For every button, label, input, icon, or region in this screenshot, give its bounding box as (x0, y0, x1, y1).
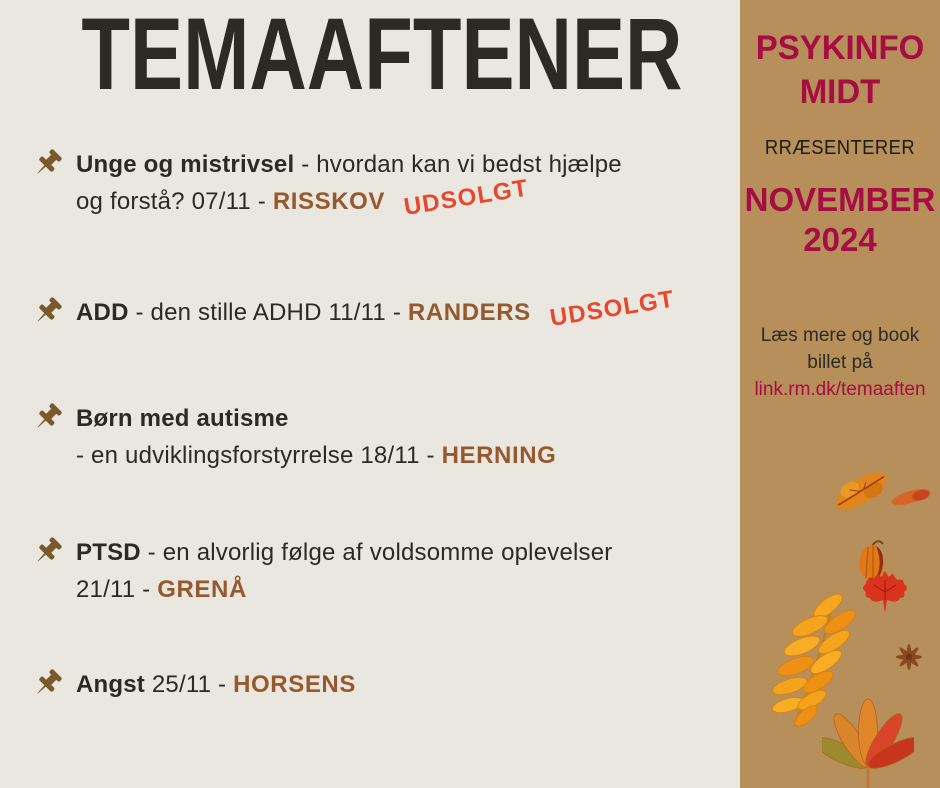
event-text (76, 666, 356, 703)
event-date: 25/11 - (145, 671, 234, 698)
event-description: - hvordan kan vi bedst hjælpe (294, 151, 622, 178)
event-item-angst (28, 666, 728, 703)
soldout-badge: UDSOLGT (402, 174, 531, 221)
year-label: 2024 (803, 221, 877, 258)
event-line-2 (76, 437, 556, 474)
event-title: PTSD (76, 539, 141, 566)
event-date: og forstå? 07/11 - (76, 188, 273, 215)
cta-text (740, 322, 940, 376)
event-line-1 (76, 400, 556, 437)
event-date: 21/11 - (76, 576, 158, 603)
brand-line-2: MIDT (799, 73, 881, 111)
brand-title (743, 26, 937, 114)
event-line-2 (76, 571, 612, 608)
event-city: HORSENS (233, 671, 356, 698)
event-line-1 (76, 146, 622, 183)
presents-label: RRÆSENTERER (764, 137, 916, 159)
event-title: ADD (76, 299, 129, 326)
pushpin-icon (28, 534, 65, 571)
event-title: Angst (76, 671, 145, 698)
event-description: - en udviklingsforstyrrelse 18/11 - (76, 442, 442, 469)
event-city: GRENÅ (157, 576, 247, 603)
event-item-born-med-autisme (28, 400, 728, 474)
sidebar (740, 0, 940, 788)
event-city: RISSKOV (272, 188, 386, 215)
event-description: - en alvorlig følge af voldsomme oplevelser (140, 539, 613, 566)
date-label (740, 180, 940, 260)
month-label: NOVEMBER (744, 181, 936, 218)
event-city: RANDERS (407, 299, 531, 326)
event-city: HERNING (441, 442, 557, 469)
booking-link[interactable]: link.rm.dk/temaaften (754, 379, 926, 400)
pushpin-icon (28, 146, 65, 183)
cta-line-1: Læs mere og book (760, 325, 920, 346)
event-line-1 (76, 666, 356, 703)
event-item-add (28, 285, 728, 332)
event-item-unge-og-mistrivsel (28, 146, 728, 220)
pushpin-icon (28, 666, 65, 703)
creeper-leaf-icon (822, 688, 914, 788)
pushpin-icon (28, 400, 65, 437)
event-description: - den stille ADHD 11/11 - (128, 299, 408, 326)
event-line-1 (76, 534, 612, 571)
small-leaf-icon (888, 483, 934, 511)
event-text (76, 534, 612, 608)
event-item-ptsd (28, 534, 728, 608)
cta-line-2: billet på (807, 352, 873, 373)
event-line-2 (76, 174, 622, 221)
star-anise-icon (892, 640, 926, 674)
pushpin-icon (28, 294, 65, 331)
soldout-badge: UDSOLGT (547, 285, 677, 332)
brand-line-1: PSYKINFO (755, 29, 925, 67)
event-text (76, 400, 556, 474)
event-line-1 (76, 285, 677, 332)
page-title: TEMAAFTENER (81, 0, 683, 111)
maple-leaf-icon (860, 570, 910, 614)
event-text (76, 146, 622, 220)
event-text (76, 285, 677, 332)
event-title: Unge og mistrivsel (76, 151, 295, 178)
event-title: Børn med autisme (76, 405, 289, 432)
